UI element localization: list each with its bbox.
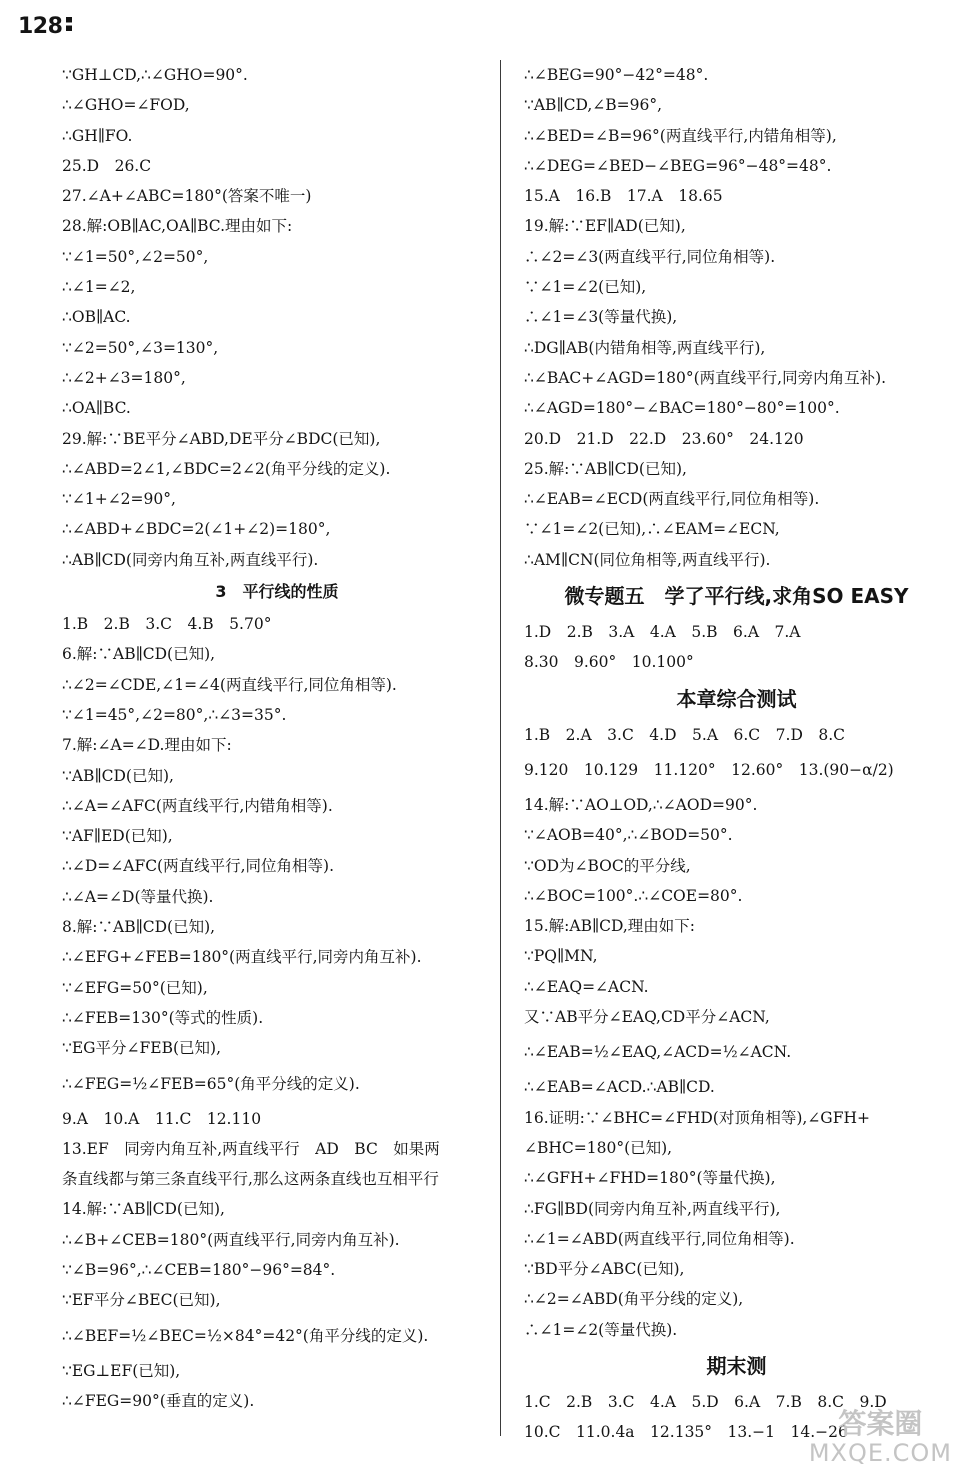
- answer-line: ∴∠BAC+∠AGD=180°(两直线平行,同旁内角互补).: [524, 368, 887, 387]
- answer-line: 29.解:∵BE平分∠ABD,DE平分∠BDC(已知),: [62, 429, 381, 448]
- answer-line: 27.∠A+∠ABC=180°(答案不唯一): [62, 187, 312, 206]
- answer-line: ∵BD平分∠ABC(已知),: [524, 1260, 685, 1279]
- answer-line: 28.解:OB∥AC,OA∥BC.理由如下:: [62, 217, 293, 236]
- answer-line: 15.A 16.B 17.A 18.65: [524, 187, 723, 206]
- answer-line: ∴∠EAB=∠ECD(两直线平行,同位角相等).: [524, 490, 820, 509]
- answer-line: ∴AB∥CD(同旁内角互补,两直线平行).: [62, 550, 319, 569]
- answer-line: 1.C 2.B 3.C 4.A 5.D 6.A 7.B 8.C 9.D: [524, 1392, 887, 1411]
- answer-line: ∴∠1=∠2,: [62, 278, 136, 297]
- right-column: [524, 60, 949, 1448]
- answer-line: ∴OB∥AC.: [62, 308, 131, 327]
- answer-line: ∴∠BEG=90°−42°=48°.: [524, 66, 709, 84]
- answer-line: ∵GH⊥CD,∴∠GHO=90°.: [62, 66, 248, 84]
- answer-line: ∴∠EAQ=∠ACN.: [524, 977, 649, 996]
- answer-line: ∠BHC=180°(已知),: [524, 1138, 673, 1157]
- answer-line: ∴∠1=∠ABD(两直线平行,同位角相等).: [524, 1229, 795, 1248]
- answer-line: 又∵AB平分∠EAQ,CD平分∠ACN,: [524, 1008, 770, 1027]
- answer-line: 1.B 2.A 3.C 4.D 5.A 6.C 7.D 8.C: [524, 725, 846, 744]
- section-heading: 本章综合测试: [676, 686, 797, 711]
- answer-line: 25.解:∵AB∥CD(已知),: [524, 459, 687, 478]
- answer-line: ∴∠1=∠2(等量代换).: [524, 1320, 678, 1339]
- answer-line: ∵∠2=50°,∠3=130°,: [62, 338, 219, 357]
- answer-line: ∵∠EFG=50°(已知),: [62, 978, 208, 997]
- answer-line: ∴∠FEG=½∠FEB=65°(角平分线的定义).: [62, 1074, 360, 1093]
- answer-line: ∴FG∥BD(同旁内角互补,两直线平行),: [524, 1199, 781, 1218]
- answer-line: 13.EF 同旁内角互补,两直线平行 AD BC 如果两: [62, 1139, 440, 1158]
- answer-line: ∵∠AOB=40°,∴∠BOD=50°.: [524, 826, 733, 845]
- answer-line: ∴∠A=∠AFC(两直线平行,内错角相等).: [62, 796, 333, 815]
- answer-line: ∵∠1=∠2(已知),: [524, 278, 647, 297]
- answer-line: ∴∠A=∠D(等量代换).: [62, 887, 214, 906]
- section-heading: 微专题五 学了平行线,求角SO EASY: [564, 584, 909, 609]
- answer-line: 14.解:∵AO⊥OD,∴∠AOD=90°.: [524, 795, 758, 814]
- answer-line: ∵∠1=50°,∠2=50°,: [62, 247, 209, 266]
- answer-line: 16.证明:∵∠BHC=∠FHD(对顶角相等),∠GFH+: [524, 1108, 870, 1127]
- answer-line: ∴∠D=∠AFC(两直线平行,同位角相等).: [62, 857, 335, 876]
- answer-line: ∵OD为∠BOC的平分线,: [524, 856, 691, 875]
- answer-line: ∴∠GHO=∠FOD,: [62, 96, 190, 115]
- answer-line: ∵∠B=96°,∴∠CEB=180°−96°=84°.: [62, 1260, 336, 1279]
- answer-line: 25.D 26.C: [62, 156, 152, 175]
- answer-line: ∴∠BEF=½∠BEC=½×84°=42°(角平分线的定义).: [62, 1326, 429, 1345]
- answer-line: 6.解:∵AB∥CD(已知),: [62, 645, 216, 664]
- answer-line: ∴∠ABD+∠BDC=2(∠1+∠2)=180°,: [62, 520, 331, 539]
- answer-line: ∴∠B+∠CEB=180°(两直线平行,同旁内角互补).: [62, 1230, 400, 1249]
- answer-line: ∴AM∥CN(同位角相等,两直线平行).: [524, 550, 771, 569]
- answer-line: ∴∠EAB=½∠EAQ,∠ACD=½∠ACN.: [524, 1043, 792, 1062]
- answer-line: ∴∠AGD=180°−∠BAC=180°−80°=100°.: [524, 399, 840, 418]
- watermark-site: MXQE.COM: [808, 1438, 952, 1467]
- answer-line: 8.解:∵AB∥CD(已知),: [62, 918, 216, 937]
- left-column: [62, 60, 492, 1416]
- answer-line: ∵EG平分∠FEB(已知),: [62, 1039, 222, 1058]
- answer-line: ∴∠FEB=130°(等式的性质).: [62, 1008, 264, 1027]
- answer-line: 10.C 11.0.4a 12.135° 13.−1 14.−26: [524, 1423, 848, 1442]
- answer-line: 20.D 21.D 22.D 23.60° 24.120: [524, 429, 804, 448]
- answer-line: ∴∠EFG+∠FEB=180°(两直线平行,同旁内角互补).: [62, 948, 422, 967]
- answer-line: ∴∠1=∠3(等量代换),: [524, 308, 678, 327]
- answer-line: ∴∠2=∠CDE,∠1=∠4(两直线平行,同位角相等).: [62, 675, 397, 694]
- answer-line: ∴∠GFH+∠FHD=180°(等量代换),: [524, 1169, 776, 1188]
- answer-line: 1.B 2.B 3.C 4.B 5.70°: [62, 615, 272, 634]
- answer-line: ∵∠1+∠2=90°,: [62, 490, 176, 509]
- answer-line: 14.解:∵AB∥CD(已知),: [62, 1200, 225, 1219]
- answer-line: 1.D 2.B 3.A 4.A 5.B 6.A 7.A: [524, 623, 801, 642]
- answer-line: 9.A 10.A 11.C 12.110: [62, 1109, 262, 1128]
- answer-line: ∴DG∥AB(内错角相等,两直线平行),: [524, 338, 766, 357]
- answer-line: 15.解:AB∥CD,理由如下:: [524, 917, 695, 936]
- answer-line: ∵∠1=∠2(已知),∴∠EAM=∠ECN,: [524, 520, 780, 539]
- section-heading: 期末测: [706, 1353, 767, 1378]
- watermark-brand: 答案圈: [838, 1406, 923, 1440]
- answer-line: ∵AF∥ED(已知),: [62, 827, 173, 846]
- section-heading: 3 平行线的性质: [215, 582, 339, 602]
- page-number-mark: [66, 17, 72, 31]
- answer-line: ∴∠2+∠3=180°,: [62, 368, 186, 387]
- answer-line: ∵∠1=45°,∠2=80°,∴∠3=35°.: [62, 705, 287, 724]
- answer-line: ∵AB∥CD(已知),: [62, 766, 174, 785]
- answer-line: ∴∠2=∠ABD(角平分线的定义),: [524, 1290, 744, 1309]
- answer-line: ∴∠BED=∠B=96°(两直线平行,内错角相等),: [524, 126, 837, 145]
- answer-line: 8.30 9.60° 10.100°: [524, 653, 694, 672]
- answer-line: ∴∠ABD=2∠1,∠BDC=2∠2(角平分线的定义).: [62, 459, 391, 478]
- answer-line: ∴OA∥BC.: [62, 399, 131, 418]
- answer-line: ∵EG⊥EF(已知),: [62, 1361, 181, 1380]
- answer-line: 7.解:∠A=∠D.理由如下:: [62, 736, 232, 755]
- answer-line: ∵AB∥CD,∠B=96°,: [524, 96, 663, 115]
- answer-line: ∵EF平分∠BEC(已知),: [62, 1291, 221, 1310]
- answer-line: 条直线都与第三条直线平行,那么这两条直线也互相平行: [62, 1170, 439, 1189]
- answer-line: ∴GH∥FO.: [62, 126, 133, 145]
- watermark: [808, 1406, 952, 1467]
- answer-line: ∴∠DEG=∠BED−∠BEG=96°−48°=48°.: [524, 156, 832, 175]
- answer-line: 9.120 10.129 11.120° 12.60° 13.(90−α/2): [524, 760, 894, 779]
- column-divider: [500, 60, 501, 1436]
- answer-line: ∴∠2=∠3(两直线平行,同位角相等).: [524, 247, 776, 266]
- answer-line: ∴∠FEG=90°(垂直的定义).: [62, 1391, 255, 1410]
- answer-line: 19.解:∵EF∥AD(已知),: [524, 217, 686, 236]
- page-number: 128: [18, 14, 72, 39]
- answer-line: ∴∠EAB=∠ACD.∴AB∥CD.: [524, 1078, 715, 1097]
- answer-line: ∵PQ∥MN,: [524, 947, 598, 966]
- answer-line: ∴∠BOC=100°.∴∠COE=80°.: [524, 886, 743, 905]
